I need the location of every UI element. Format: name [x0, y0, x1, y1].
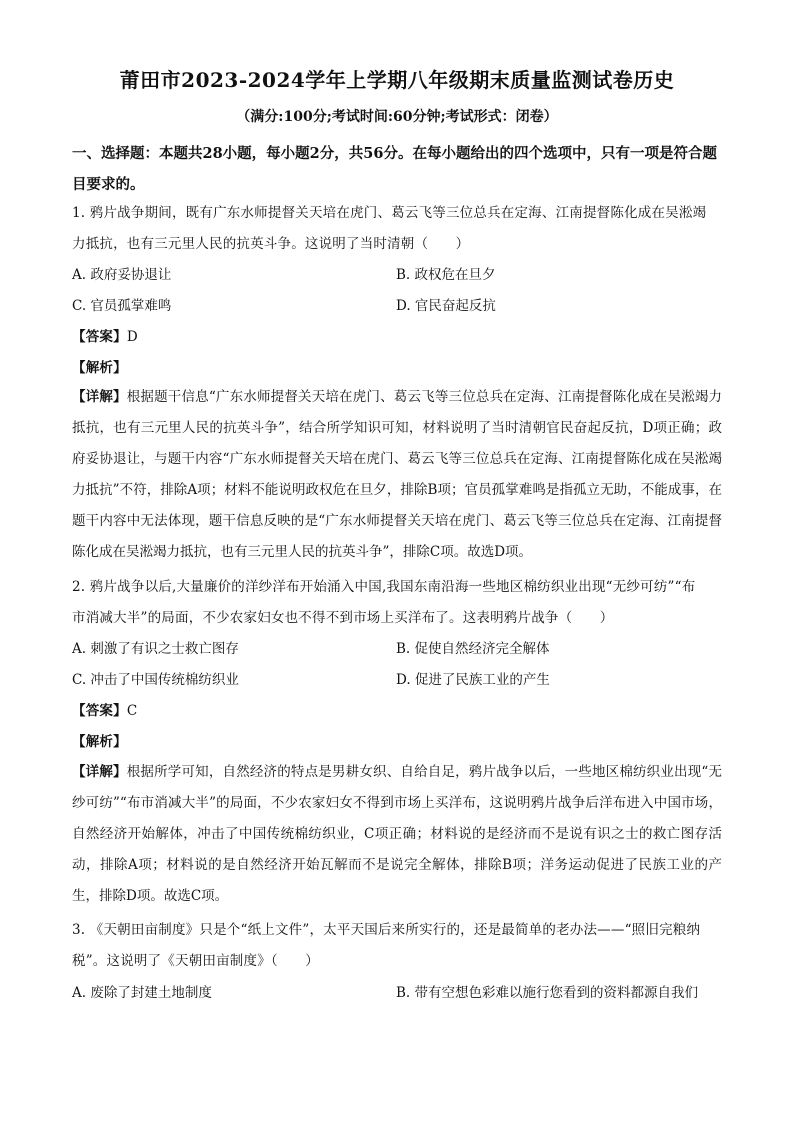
- q3-stem-line1: 3. 《天朝田亩制度》只是个“纸上文件”，太平天国后来所实行的，还是最简单的老办法——“照旧完粮纳: [72, 922, 701, 938]
- answer-label: 【答案】: [72, 329, 127, 345]
- q3-option-a: A. 废除了封建土地制度: [72, 985, 212, 1001]
- q1-analysis-label: [72, 357, 722, 379]
- q2-analysis-label: [72, 731, 722, 753]
- exam-subtitle: （满分:100分;考试时间:60分钟;考试形式：闭卷）: [236, 109, 558, 125]
- q2-option-b: B. 促使自然经济完全解体: [396, 641, 550, 657]
- detail-label: 【详解】: [72, 389, 127, 405]
- detail-label: 【详解】: [72, 764, 127, 780]
- q2-stem-line1: 2. 鸦片战争以后,大量廉价的洋纱洋布开始涌入中国,我国东南沿海一些地区棉纺织业出现“无纱可纺”“布: [72, 579, 696, 595]
- q1-option-b: B. 政权危在旦夕: [396, 267, 496, 283]
- answer-label: 【答案】: [72, 703, 127, 719]
- q2-detail-text: 根据所学可知，自然经济的特点是男耕女织、自给自足，鸦片战争以后，一些地区棉纺织业出现“无纱可纺”“布市消减大半”的局面，不少农家妇女不得到市场上买洋布，这说明鸦片战争后洋布进入中国市场，自然经济开始解体，冲击了中国传统棉纺织业，C项正确；材料说的是经济而不是说有识之士的救亡图存活动，排除A项；材料说的是自然经济开始瓦解而不是说完全解体，排除B项；洋务运动促进了民族工业的产生，排除D项。故选C项。: [72, 764, 722, 904]
- q2-option-d: D. 促进了民族工业的产生: [396, 672, 550, 688]
- q1-answer: [72, 326, 722, 348]
- q2-stem-line2: 市消减大半”的局面，不少农家妇女也不得不到市场上买洋布了。这表明鸦片战争（ ）: [72, 610, 614, 626]
- q1-option-c: C. 官员孤掌难鸣: [72, 298, 172, 314]
- q1-stem-line1: 1. 鸦片战争期间，既有广东水师提督关天培在虎门、葛云飞等三位总兵在定海、江南提督陈化成在吴淞竭: [72, 205, 707, 221]
- q2-option-a: A. 刺激了有识之士救亡图存: [72, 641, 239, 657]
- q2-answer: [72, 700, 722, 722]
- analysis-label: 【解析】: [72, 360, 127, 376]
- q2-detail: [72, 757, 722, 912]
- q3-stem-line2: 税”。这说明了《天朝田亩制度》（ ）: [72, 953, 319, 969]
- exam-title: 莆田市2023-2024学年上学期八年级期末质量监测试卷历史: [119, 68, 675, 92]
- q1-answer-value: D: [126, 329, 138, 345]
- q1-detail: [72, 382, 722, 568]
- q1-detail-text: 根据题干信息“广东水师提督关天培在虎门、葛云飞等三位总兵在定海、江南提督陈化成在吴淞竭力抵抗，也有三元里人民的抗英斗争”，结合所学知识可知，材料说明了当时清朝官民奋起反抗，D项正确；政府妥协退让，与题干内容“广东水师提督关天培在虎门、葛云飞等三位总兵在定海、江南提督陈化成在吴淞竭力抵抗”不符，排除A项；材料不能说明政权危在旦夕，排除B项；官员孤掌难鸣是指孤立无助，不能成事，在题干内容中无法体现，题干信息反映的是“广东水师提督关天培在虎门、葛云飞等三位总兵在定海、江南提督陈化成在吴淞竭力抵抗，也有三元里人民的抗英斗争”，排除C项。故选D项。: [72, 389, 722, 560]
- q1-option-d: D. 官民奋起反抗: [396, 298, 496, 314]
- section-heading: 一、选择题：本题共28小题，每小题2分，共56分。在每小题给出的四个选项中，只有一项是符合题目要求的。: [72, 145, 717, 193]
- analysis-label: 【解析】: [72, 734, 127, 750]
- q1-option-a: A. 政府妥协退让: [72, 267, 172, 283]
- q1-stem-line2: 力抵抗，也有三元里人民的抗英斗争。这说明了当时清朝（ ）: [72, 236, 470, 252]
- q3-option-b: B. 带有空想色彩难以施行您看到的资料都源自我们: [396, 985, 699, 1001]
- q2-answer-value: C: [126, 703, 138, 719]
- q2-option-c: C. 冲击了中国传统棉纺织业: [72, 672, 239, 688]
